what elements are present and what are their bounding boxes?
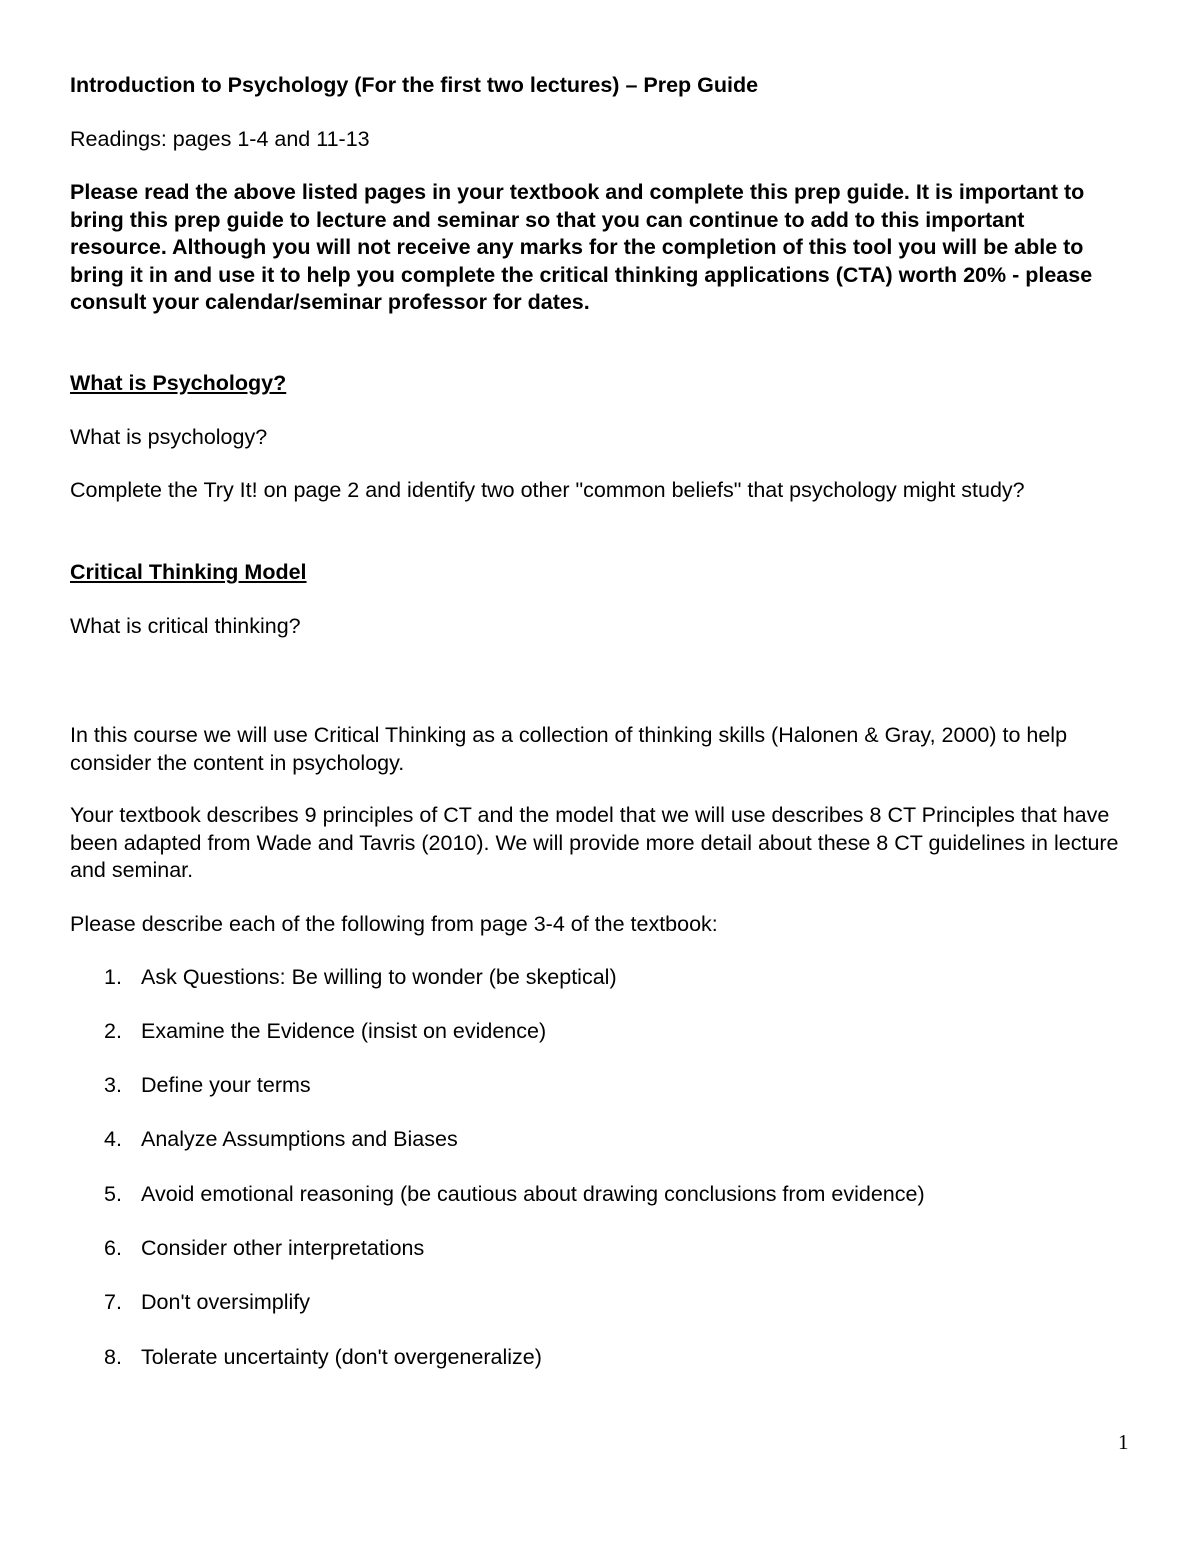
item-text: Tolerate uncertainty (don't overgeneralize) xyxy=(141,1345,542,1369)
item-number: 7. xyxy=(104,1290,122,1314)
list-item xyxy=(104,1072,311,1100)
paragraph: In this course we will use Critical Thinking as a collection of thinking skills (Halonen & Gray, 2000) to help consider the content in psychology. xyxy=(70,723,1068,775)
item-number: 6. xyxy=(104,1236,122,1260)
item-text: Examine the Evidence (insist on evidence) xyxy=(141,1019,547,1043)
item-number: 4. xyxy=(104,1127,122,1151)
item-text: Analyze Assumptions and Biases xyxy=(141,1127,458,1151)
item-text: Consider other interpretations xyxy=(141,1236,425,1260)
item-number: 1. xyxy=(104,965,122,989)
item-number: 3. xyxy=(104,1073,122,1097)
section-heading-psychology: What is Psychology? xyxy=(70,371,287,395)
page-number: 1 xyxy=(1118,1430,1129,1454)
item-number: 2. xyxy=(104,1019,122,1043)
readings: Readings: pages 1-4 and 11-13 xyxy=(70,127,370,151)
item-text: Don't oversimplify xyxy=(141,1290,310,1314)
list-item xyxy=(104,1181,925,1209)
question: Complete the Try It! on page 2 and identify two other "common beliefs" that psychology might study? xyxy=(70,478,1025,502)
list-item xyxy=(104,1289,310,1317)
item-number: 8. xyxy=(104,1345,122,1369)
question: What is psychology? xyxy=(70,425,268,449)
list-item xyxy=(104,1018,546,1046)
question: What is critical thinking? xyxy=(70,614,301,638)
document-title: Introduction to Psychology (For the first two lectures) – Prep Guide xyxy=(70,73,759,97)
item-text: Define your terms xyxy=(141,1073,311,1097)
section-heading-critical-thinking: Critical Thinking Model xyxy=(70,560,307,584)
list-item xyxy=(104,1344,542,1372)
item-number: 5. xyxy=(104,1182,122,1206)
item-text: Ask Questions: Be willing to wonder (be skeptical) xyxy=(141,965,617,989)
instructions: Please read the above listed pages in your textbook and complete this prep guide. It is important to bring this prep guide to lecture and seminar so that you can continue to add to this important resource. Although you will not receive any marks for the completion of this tool you will be able to bring it in and use it to help you complete the critical thinking applications (CTA) worth 20% - please consult your calendar/seminar professor for dates. xyxy=(70,180,1093,314)
paragraph: Your textbook describes 9 principles of CT and the model that we will use describes 8 CT Principles that have been adapted from Wade and Tavris (2010). We will provide more detail about these 8 CT guidelines in lecture and seminar. xyxy=(70,803,1119,882)
list-item xyxy=(104,1235,424,1263)
item-text: Avoid emotional reasoning (be cautious about drawing conclusions from evidence) xyxy=(141,1182,925,1206)
list-item xyxy=(104,1126,458,1154)
paragraph: Please describe each of the following from page 3-4 of the textbook: xyxy=(70,912,718,936)
list-item xyxy=(104,964,617,992)
